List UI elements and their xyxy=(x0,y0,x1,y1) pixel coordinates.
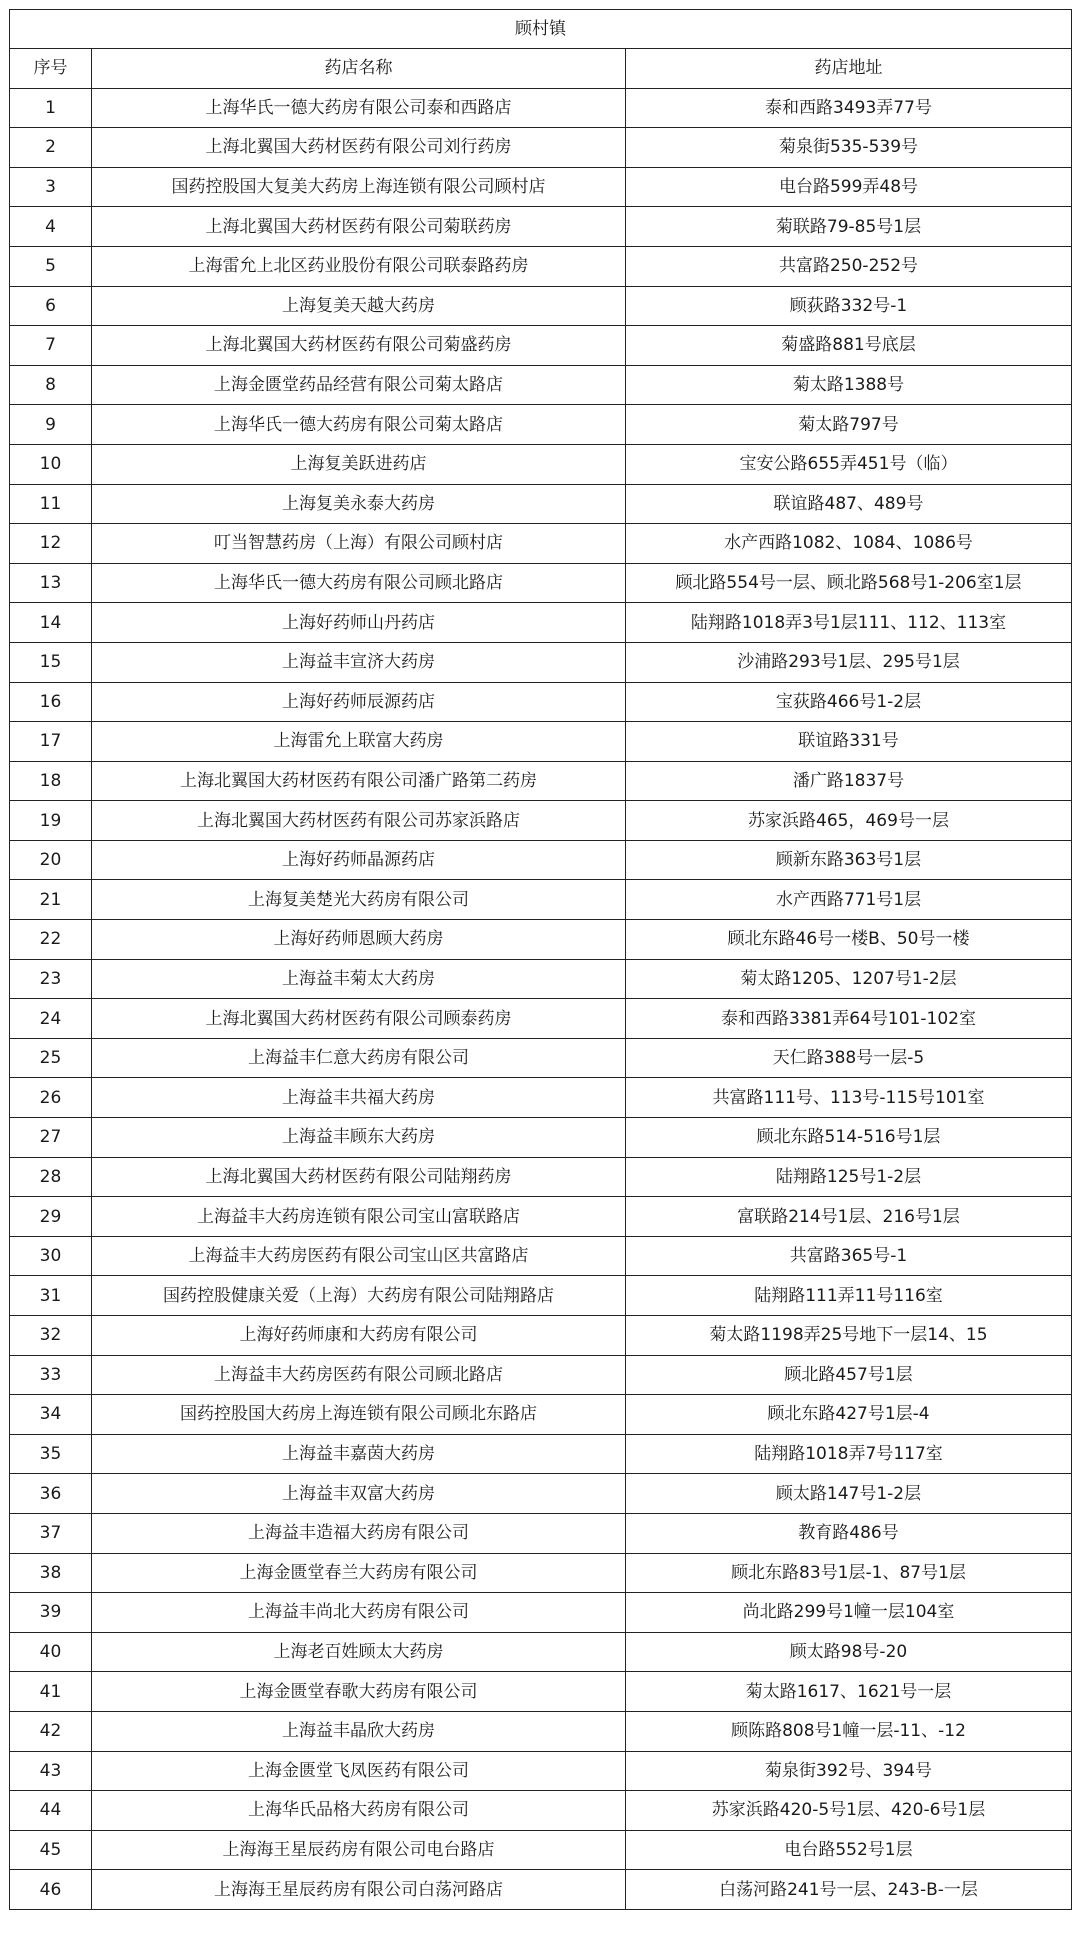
table-row xyxy=(10,1870,1072,1910)
table-row xyxy=(10,484,1072,524)
row-number: 22 xyxy=(10,920,92,960)
table-row xyxy=(10,326,1072,366)
table-row xyxy=(10,405,1072,445)
row-number: 14 xyxy=(10,603,92,643)
table-row xyxy=(10,1474,1072,1514)
table-row xyxy=(10,524,1072,564)
pharmacy-address: 苏家浜路420-5号1层、420-6号1层 xyxy=(626,1791,1072,1831)
row-number: 18 xyxy=(10,761,92,801)
pharmacy-address: 顾北东路46号一楼B、50号一楼 xyxy=(626,920,1072,960)
row-number: 26 xyxy=(10,1078,92,1118)
row-number: 6 xyxy=(10,286,92,326)
header-number: 序号 xyxy=(10,49,92,89)
pharmacy-name: 上海益丰晶欣大药房 xyxy=(92,1711,626,1751)
pharmacy-name: 上海好药师辰源药店 xyxy=(92,682,626,722)
pharmacy-address: 宝荻路466号1-2层 xyxy=(626,682,1072,722)
pharmacy-name: 上海好药师恩顾大药房 xyxy=(92,920,626,960)
pharmacy-address: 尚北路299号1幢一层104室 xyxy=(626,1593,1072,1633)
pharmacy-name: 国药控股国大复美大药房上海连锁有限公司顾村店 xyxy=(92,167,626,207)
row-number: 24 xyxy=(10,999,92,1039)
pharmacy-name: 上海益丰尚北大药房有限公司 xyxy=(92,1593,626,1633)
pharmacy-name: 上海北翼国大药材医药有限公司菊联药房 xyxy=(92,207,626,247)
pharmacy-address: 共富路250-252号 xyxy=(626,246,1072,286)
row-number: 41 xyxy=(10,1672,92,1712)
pharmacy-name: 上海益丰仁意大药房有限公司 xyxy=(92,1038,626,1078)
pharmacy-address: 宝安公路655弄451号（临） xyxy=(626,444,1072,484)
pharmacy-address: 苏家浜路465，469号一层 xyxy=(626,801,1072,841)
table-row xyxy=(10,1038,1072,1078)
row-number: 4 xyxy=(10,207,92,247)
pharmacy-address: 陆翔路125号1-2层 xyxy=(626,1157,1072,1197)
row-number: 31 xyxy=(10,1276,92,1316)
pharmacy-name: 上海海王星辰药房有限公司白荡河路店 xyxy=(92,1870,626,1910)
pharmacy-address: 泰和西路3381弄64号101-102室 xyxy=(626,999,1072,1039)
pharmacy-address: 菊太路1198弄25号地下一层14、15 xyxy=(626,1316,1072,1356)
pharmacy-name: 上海益丰宣济大药房 xyxy=(92,642,626,682)
pharmacy-address: 菊联路79-85号1层 xyxy=(626,207,1072,247)
pharmacy-name: 上海华氏一德大药房有限公司泰和西路店 xyxy=(92,88,626,128)
row-number: 28 xyxy=(10,1157,92,1197)
pharmacy-name: 上海益丰大药房连锁有限公司宝山富联路店 xyxy=(92,1197,626,1237)
row-number: 38 xyxy=(10,1553,92,1593)
table-row xyxy=(10,1355,1072,1395)
pharmacy-name: 上海金匮堂春歌大药房有限公司 xyxy=(92,1672,626,1712)
table-row xyxy=(10,1632,1072,1672)
row-number: 5 xyxy=(10,246,92,286)
pharmacy-name: 上海复美天越大药房 xyxy=(92,286,626,326)
pharmacy-address: 陆翔路111弄11号116室 xyxy=(626,1276,1072,1316)
pharmacy-address: 顾太路98号-20 xyxy=(626,1632,1072,1672)
pharmacy-address: 电台路599弄48号 xyxy=(626,167,1072,207)
table-row xyxy=(10,1197,1072,1237)
pharmacy-name: 上海北翼国大药材医药有限公司陆翔药房 xyxy=(92,1157,626,1197)
pharmacy-address: 共富路111号、113号-115号101室 xyxy=(626,1078,1072,1118)
table-row xyxy=(10,1157,1072,1197)
pharmacy-address: 顾北东路83号1层-1、87号1层 xyxy=(626,1553,1072,1593)
row-number: 16 xyxy=(10,682,92,722)
table-row xyxy=(10,959,1072,999)
table-title: 顾村镇 xyxy=(10,10,1072,49)
table-row xyxy=(10,642,1072,682)
pharmacy-name: 上海益丰顾东大药房 xyxy=(92,1118,626,1158)
pharmacy-address: 沙浦路293号1层、295号1层 xyxy=(626,642,1072,682)
pharmacy-name: 上海益丰双富大药房 xyxy=(92,1474,626,1514)
table-row xyxy=(10,1791,1072,1831)
table-row xyxy=(10,722,1072,762)
pharmacy-address: 顾北东路427号1层-4 xyxy=(626,1395,1072,1435)
pharmacy-address: 菊太路1388号 xyxy=(626,365,1072,405)
pharmacy-name: 上海好药师晶源药店 xyxy=(92,840,626,880)
row-number: 21 xyxy=(10,880,92,920)
pharmacy-address: 电台路552号1层 xyxy=(626,1830,1072,1870)
pharmacy-name: 上海北翼国大药材医药有限公司刘行药房 xyxy=(92,128,626,168)
pharmacy-table xyxy=(9,9,1072,1910)
pharmacy-name: 上海雷允上北区药业股份有限公司联泰路药房 xyxy=(92,246,626,286)
row-number: 32 xyxy=(10,1316,92,1356)
pharmacy-name: 上海华氏一德大药房有限公司顾北路店 xyxy=(92,563,626,603)
pharmacy-name: 上海益丰造福大药房有限公司 xyxy=(92,1513,626,1553)
table-row xyxy=(10,88,1072,128)
pharmacy-name: 上海好药师山丹药店 xyxy=(92,603,626,643)
table-row xyxy=(10,1672,1072,1712)
table-row xyxy=(10,801,1072,841)
row-number: 2 xyxy=(10,128,92,168)
table-row xyxy=(10,1276,1072,1316)
pharmacy-name: 叮当智慧药房（上海）有限公司顾村店 xyxy=(92,524,626,564)
pharmacy-address: 联谊路331号 xyxy=(626,722,1072,762)
pharmacy-address: 菊太路1617、1621号一层 xyxy=(626,1672,1072,1712)
row-number: 11 xyxy=(10,484,92,524)
pharmacy-name: 上海金匮堂飞凤医药有限公司 xyxy=(92,1751,626,1791)
row-number: 20 xyxy=(10,840,92,880)
pharmacy-address: 天仁路388号一层-5 xyxy=(626,1038,1072,1078)
row-number: 29 xyxy=(10,1197,92,1237)
table-row xyxy=(10,1711,1072,1751)
row-number: 8 xyxy=(10,365,92,405)
table-row xyxy=(10,365,1072,405)
pharmacy-name: 上海北翼国大药材医药有限公司顾泰药房 xyxy=(92,999,626,1039)
pharmacy-address: 顾北路554号一层、顾北路568号1-206室1层 xyxy=(626,563,1072,603)
table-row xyxy=(10,1434,1072,1474)
pharmacy-address: 菊太路1205、1207号1-2层 xyxy=(626,959,1072,999)
pharmacy-address: 泰和西路3493弄77号 xyxy=(626,88,1072,128)
pharmacy-address: 顾北路457号1层 xyxy=(626,1355,1072,1395)
table-row xyxy=(10,1078,1072,1118)
pharmacy-address: 潘广路1837号 xyxy=(626,761,1072,801)
table-row xyxy=(10,207,1072,247)
pharmacy-address: 顾北东路514-516号1层 xyxy=(626,1118,1072,1158)
pharmacy-address: 顾荻路332号-1 xyxy=(626,286,1072,326)
row-number: 39 xyxy=(10,1593,92,1633)
table-row xyxy=(10,1236,1072,1276)
table-row xyxy=(10,167,1072,207)
title-row xyxy=(10,10,1072,49)
table-row xyxy=(10,563,1072,603)
table-row xyxy=(10,682,1072,722)
pharmacy-name: 上海老百姓顾太大药房 xyxy=(92,1632,626,1672)
pharmacy-address: 菊太路797号 xyxy=(626,405,1072,445)
row-number: 46 xyxy=(10,1870,92,1910)
row-number: 17 xyxy=(10,722,92,762)
row-number: 34 xyxy=(10,1395,92,1435)
row-number: 19 xyxy=(10,801,92,841)
pharmacy-name: 上海雷允上联富大药房 xyxy=(92,722,626,762)
pharmacy-address: 顾新东路363号1层 xyxy=(626,840,1072,880)
table-row xyxy=(10,1751,1072,1791)
table-row xyxy=(10,246,1072,286)
pharmacy-address: 联谊路487、489号 xyxy=(626,484,1072,524)
row-number: 33 xyxy=(10,1355,92,1395)
row-number: 45 xyxy=(10,1830,92,1870)
row-number: 44 xyxy=(10,1791,92,1831)
pharmacy-name: 上海华氏一德大药房有限公司菊太路店 xyxy=(92,405,626,445)
pharmacy-name: 上海北翼国大药材医药有限公司潘广路第二药房 xyxy=(92,761,626,801)
row-number: 3 xyxy=(10,167,92,207)
row-number: 27 xyxy=(10,1118,92,1158)
pharmacy-name: 国药控股健康关爱（上海）大药房有限公司陆翔路店 xyxy=(92,1276,626,1316)
pharmacy-name: 上海益丰嘉茵大药房 xyxy=(92,1434,626,1474)
pharmacy-name: 上海复美跃进药店 xyxy=(92,444,626,484)
pharmacy-address: 菊泉街535-539号 xyxy=(626,128,1072,168)
table-row xyxy=(10,603,1072,643)
table-row xyxy=(10,880,1072,920)
table-row xyxy=(10,128,1072,168)
row-number: 42 xyxy=(10,1711,92,1751)
pharmacy-address: 顾陈路808号1幢一层-11、-12 xyxy=(626,1711,1072,1751)
pharmacy-name: 上海好药师康和大药房有限公司 xyxy=(92,1316,626,1356)
header-address: 药店地址 xyxy=(626,49,1072,89)
table-row xyxy=(10,1395,1072,1435)
pharmacy-address: 菊泉街392号、394号 xyxy=(626,1751,1072,1791)
row-number: 12 xyxy=(10,524,92,564)
header-row xyxy=(10,49,1072,89)
row-number: 15 xyxy=(10,642,92,682)
row-number: 25 xyxy=(10,1038,92,1078)
table-row xyxy=(10,286,1072,326)
pharmacy-name: 上海北翼国大药材医药有限公司菊盛药房 xyxy=(92,326,626,366)
table-row xyxy=(10,1513,1072,1553)
pharmacy-name: 上海复美楚光大药房有限公司 xyxy=(92,880,626,920)
pharmacy-address: 陆翔路1018弄3号1层111、112、113室 xyxy=(626,603,1072,643)
table-row xyxy=(10,999,1072,1039)
table-row xyxy=(10,761,1072,801)
row-number: 30 xyxy=(10,1236,92,1276)
page xyxy=(9,9,1071,1910)
pharmacy-address: 水产西路1082、1084、1086号 xyxy=(626,524,1072,564)
row-number: 23 xyxy=(10,959,92,999)
row-number: 10 xyxy=(10,444,92,484)
row-number: 13 xyxy=(10,563,92,603)
header-name: 药店名称 xyxy=(92,49,626,89)
pharmacy-name: 上海海王星辰药房有限公司电台路店 xyxy=(92,1830,626,1870)
pharmacy-address: 共富路365号-1 xyxy=(626,1236,1072,1276)
pharmacy-name: 上海益丰菊太大药房 xyxy=(92,959,626,999)
row-number: 43 xyxy=(10,1751,92,1791)
table-row xyxy=(10,920,1072,960)
table-row xyxy=(10,1316,1072,1356)
pharmacy-address: 富联路214号1层、216号1层 xyxy=(626,1197,1072,1237)
row-number: 7 xyxy=(10,326,92,366)
row-number: 9 xyxy=(10,405,92,445)
pharmacy-address: 水产西路771号1层 xyxy=(626,880,1072,920)
table-row xyxy=(10,1830,1072,1870)
pharmacy-address: 顾太路147号1-2层 xyxy=(626,1474,1072,1514)
table-row xyxy=(10,444,1072,484)
row-number: 35 xyxy=(10,1434,92,1474)
pharmacy-name: 国药控股国大药房上海连锁有限公司顾北东路店 xyxy=(92,1395,626,1435)
row-number: 37 xyxy=(10,1513,92,1553)
row-number: 36 xyxy=(10,1474,92,1514)
pharmacy-address: 教育路486号 xyxy=(626,1513,1072,1553)
table-row xyxy=(10,840,1072,880)
table-body xyxy=(10,10,1072,1910)
table-row xyxy=(10,1118,1072,1158)
pharmacy-address: 陆翔路1018弄7号117室 xyxy=(626,1434,1072,1474)
pharmacy-name: 上海金匮堂春兰大药房有限公司 xyxy=(92,1553,626,1593)
pharmacy-address: 菊盛路881号底层 xyxy=(626,326,1072,366)
row-number: 40 xyxy=(10,1632,92,1672)
pharmacy-name: 上海金匮堂药品经营有限公司菊太路店 xyxy=(92,365,626,405)
pharmacy-name: 上海益丰大药房医药有限公司顾北路店 xyxy=(92,1355,626,1395)
pharmacy-name: 上海北翼国大药材医药有限公司苏家浜路店 xyxy=(92,801,626,841)
table-row xyxy=(10,1553,1072,1593)
pharmacy-address: 白荡河路241号一层、243-B-一层 xyxy=(626,1870,1072,1910)
row-number: 1 xyxy=(10,88,92,128)
pharmacy-name: 上海复美永泰大药房 xyxy=(92,484,626,524)
pharmacy-name: 上海华氏品格大药房有限公司 xyxy=(92,1791,626,1831)
pharmacy-name: 上海益丰共福大药房 xyxy=(92,1078,626,1118)
pharmacy-name: 上海益丰大药房医药有限公司宝山区共富路店 xyxy=(92,1236,626,1276)
table-row xyxy=(10,1593,1072,1633)
